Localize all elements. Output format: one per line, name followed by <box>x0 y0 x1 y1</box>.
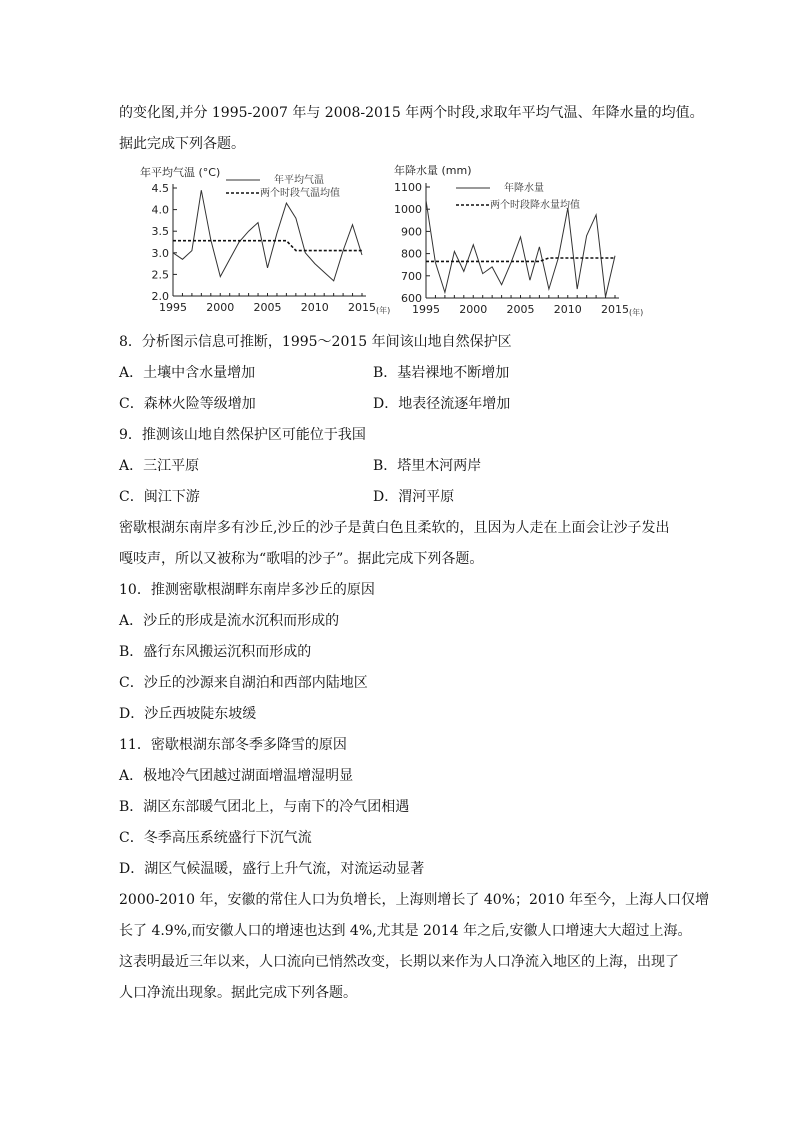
chart2-y-tick-label: 1000 <box>394 203 422 217</box>
chart2-title: 年降水量 (mm) <box>394 164 472 177</box>
q9-option-c[interactable]: C．闽江下游 <box>119 489 200 505</box>
q10-stem: 10．推测密歇根湖畔东南岸多沙丘的原因 <box>119 582 375 598</box>
q8-option-b[interactable]: B．基岩裸地不断增加 <box>373 365 510 381</box>
chart1-x-tick-label: 1995 <box>159 301 187 314</box>
chart1-series-line <box>173 190 362 281</box>
q9-option-a[interactable]: A．三江平原 <box>119 458 200 474</box>
q8-stem: 8．分析图示信息可推断，1995～2015 年间该山地自然保护区 <box>119 334 512 350</box>
q10-option-d[interactable]: D．沙丘西坡陡东坡缓 <box>119 706 257 722</box>
chart1-legend-series: 年平均气温 <box>274 175 324 186</box>
chart1-x-tick-label: 2015 <box>348 301 376 314</box>
intro-line-2: 据此完成下列各题。 <box>119 136 245 152</box>
q11-option-c[interactable]: C．冬季高压系统盛行下沉气流 <box>119 830 312 846</box>
chart1-y-tick-label: 3.0 <box>151 246 169 260</box>
chart2-legend-mean: 两个时段降水量均值 <box>490 200 580 211</box>
chart2-y-tick-label: 600 <box>401 292 422 305</box>
charts-container <box>140 160 660 330</box>
passage3-line-2: 长了 4.9%,而安徽人口的增速也达到 4%,尤其是 2014 年之后,安徽人口增速大大超过上海。 <box>119 923 692 939</box>
chart2-y-tick-label: 800 <box>401 247 422 261</box>
passage3-line-4: 人口净流出现象。据此完成下列各题。 <box>119 985 357 1001</box>
chart1-y-tick-label: 2.5 <box>151 268 169 282</box>
q9-option-d[interactable]: D．渭河平原 <box>373 489 455 505</box>
chart1-mean-line <box>173 241 362 251</box>
q10-option-b[interactable]: B．盛行东风搬运沉积而形成的 <box>119 644 312 660</box>
chart2-y-tick-label: 1100 <box>394 181 422 194</box>
q11-option-d[interactable]: D．湖区气候温暖，盛行上升气流，对流运动显著 <box>119 861 425 877</box>
passage3-line-1: 2000-2010 年，安徽的常住人口为负增长，上海则增长了 40%；2010 年至今，上海人口仅增 <box>119 892 710 908</box>
chart2-x-tick-label: 2005 <box>506 303 535 316</box>
q8-option-c[interactable]: C．森林火险等级增加 <box>119 396 256 412</box>
chart2-y-tick-label: 700 <box>401 269 422 283</box>
q10-option-a[interactable]: A．沙丘的形成是流水沉积而形成的 <box>119 613 340 629</box>
chart1-y-tick-label: 4.0 <box>151 203 169 217</box>
intro-line-1: 的变化图,并分 1995-2007 年与 2008-2015 年两个时段,求取年平均气温、年降水量的均值。 <box>119 105 704 121</box>
chart1-x-tick-label: 2005 <box>253 301 282 314</box>
chart2-legend-series: 年降水量 <box>504 183 544 194</box>
q8-option-d[interactable]: D．地表径流逐年增加 <box>373 396 511 412</box>
chart2-x-unit: (年) <box>629 308 644 317</box>
chart1-y-tick-label: 3.5 <box>151 225 169 239</box>
chart2-x-tick-label: 2015 <box>601 303 629 316</box>
chart2-x-tick-label: 2000 <box>459 303 488 316</box>
passage2-line-2: 嘎吱声，所以又被称为“歌唱的沙子”。据此完成下列各题。 <box>119 551 484 567</box>
q11-stem: 11．密歇根湖东部冬季多降雪的原因 <box>119 737 347 753</box>
chart1-y-tick-label: 2.0 <box>151 290 169 303</box>
chart2-y-tick-label: 900 <box>401 225 422 239</box>
q10-option-c[interactable]: C．沙丘的沙源来自湖泊和西部内陆地区 <box>119 675 368 691</box>
chart1-y-tick-label: 4.5 <box>151 182 169 195</box>
chart2-mean-line <box>426 258 615 261</box>
q8-option-a[interactable]: A．土壤中含水量增加 <box>119 365 256 381</box>
q9-stem: 9．推测该山地自然保护区可能位于我国 <box>119 427 366 443</box>
chart2-x-tick-label: 2010 <box>553 303 582 316</box>
chart1-x-unit: (年) <box>376 306 391 315</box>
chart2-x-tick-label: 1995 <box>412 303 440 316</box>
passage2-line-1: 密歇根湖东南岸多有沙丘,沙丘的沙子是黄白色且柔软的，且因为人走在上面会让沙子发出 <box>119 520 670 536</box>
chart1-legend-mean: 两个时段气温均值 <box>260 188 340 199</box>
q9-option-b[interactable]: B．塔里木河两岸 <box>373 458 482 474</box>
chart1-x-tick-label: 2010 <box>300 301 329 314</box>
chart2-series-line <box>426 200 615 297</box>
passage3-line-3: 这表明最近三年以来，人口流向已悄然改变，长期以来作为人口净流入地区的上海，出现了 <box>119 954 679 970</box>
climate-charts <box>140 160 660 330</box>
q11-option-b[interactable]: B．湖区东部暖气团北上，与南下的冷气团相遇 <box>119 799 410 815</box>
chart1-x-tick-label: 2000 <box>206 301 235 314</box>
q11-option-a[interactable]: A．极地冷气团越过湖面增温增湿明显 <box>119 768 354 784</box>
chart1-title: 年平均气温 (°C) <box>140 166 221 179</box>
